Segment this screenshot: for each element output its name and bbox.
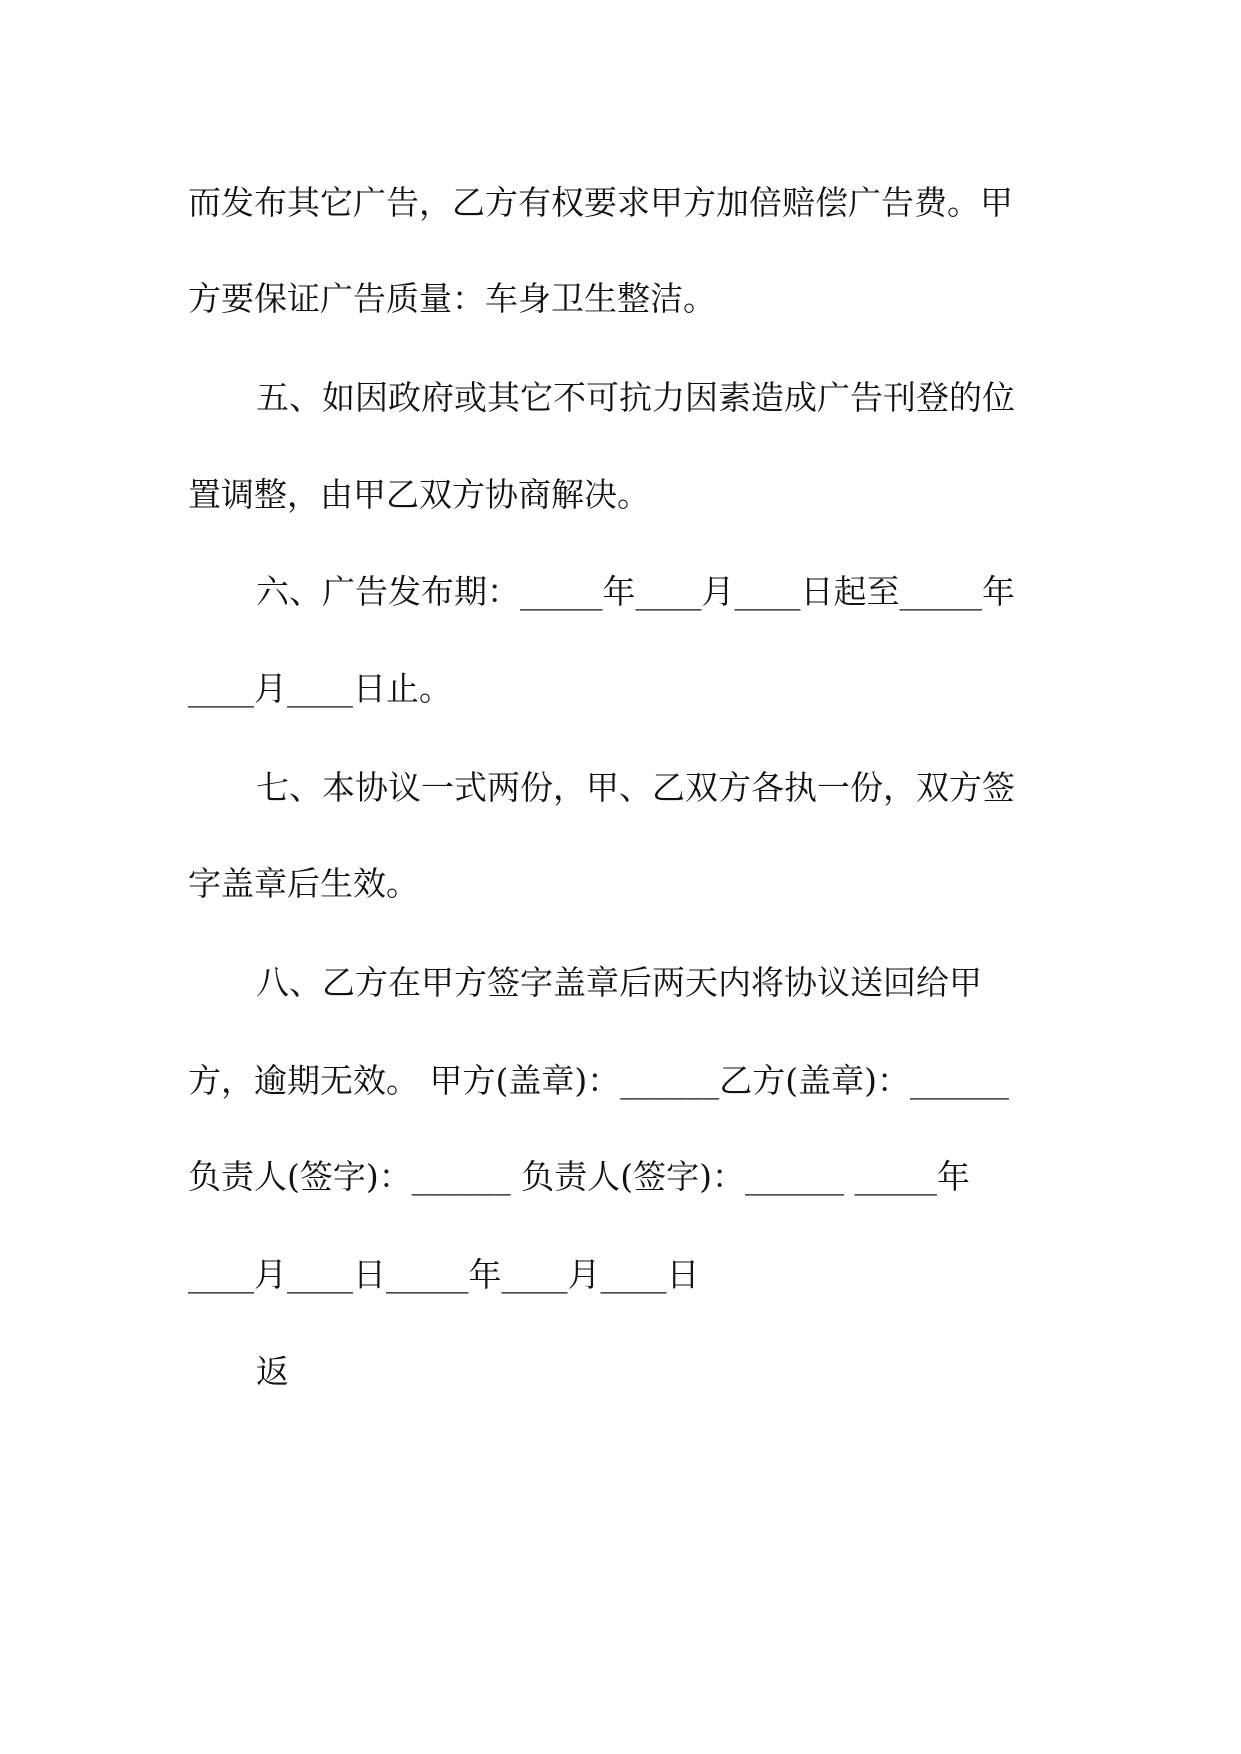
clause-six-line: 六、广告发布期：_____年____月____日起至_____年 (256, 572, 1015, 611)
clause-seven-line: 七、本协议一式两份，甲、乙双方各执一份，双方签 (256, 768, 1015, 807)
text-line: 而发布其它广告，乙方有权要求甲方加倍赔偿广告费。甲 (188, 183, 1013, 222)
text-line: ____月____日止。 (188, 669, 452, 708)
text-line: 字盖章后生效。 (188, 864, 419, 903)
text-line: 置调整，由甲乙双方协商解决。 (188, 475, 650, 514)
signature-date-line: ____月____日_____年____月____日 (188, 1255, 700, 1294)
return-text: 返 (256, 1352, 289, 1391)
signature-responsible-line: 负责人(签字)：______ 负责人(签字)：______ _____年 (188, 1157, 970, 1196)
text-line: 方要保证广告质量：车身卫生整洁。 (188, 279, 716, 318)
clause-eight-line: 八、乙方在甲方签字盖章后两天内将协议送回给甲 (256, 963, 982, 1002)
clause-five-line: 五、如因政府或其它不可抗力因素造成广告刊登的位 (256, 378, 1015, 417)
signature-seal-line: 方，逾期无效。 甲方(盖章)：______乙方(盖章)：______ (188, 1061, 1009, 1100)
